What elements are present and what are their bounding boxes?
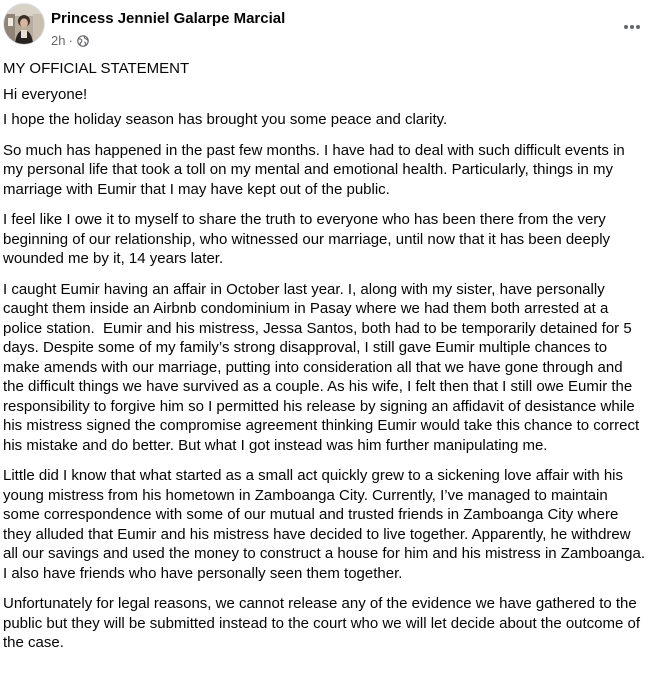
avatar[interactable] <box>3 3 45 45</box>
more-options-button[interactable] <box>620 17 644 37</box>
globe-icon[interactable] <box>77 35 89 47</box>
paragraph: I feel like I owe it to myself to share the truth to everyone who has been there from the very beginning of our relationship, who witnessed our marriage, until now that it has been deeply wounded me by it, 14 years later. <box>3 211 615 267</box>
post-timestamp[interactable]: 2h <box>51 33 66 48</box>
greeting: Hi everyone! <box>3 85 88 103</box>
profile-photo <box>4 4 44 44</box>
post-header <box>3 3 654 49</box>
paragraph: Unfortunately for legal reasons, we cannot release any of the evidence we have gathered to the public but they will be submitted instead to the court who we will let decide about the outcome of the case. <box>3 595 645 651</box>
author-name[interactable]: Princess Jenniel Galarpe Marcial <box>51 10 286 27</box>
paragraph: So much has happened in the past few months. I have had to deal with such difficult events in my personal life that took a toll on my mental and emotional health. Particularly, things in my marriage with Eumir that I may have kept out of the public. <box>3 141 629 198</box>
post-text <box>3 59 650 664</box>
more-horizontal-icon <box>623 24 641 30</box>
paragraph: I hope the holiday season has brought you some peace and clarity. <box>3 111 448 128</box>
post-meta <box>51 33 89 48</box>
meta-separator: · <box>68 33 73 48</box>
paragraph: I caught Eumir having an affair in October last year. I, along with my sister, have personally caught them inside an Airbnb condominium in Pasay where we had them both arrested at a police station. Eumir and his mistress, Jessa Santos, both had to be temporarily detained for 5 days. Despite some of my family’s strong disapproval, I still gave Eumir multiple chances to make amends with our marriage, putting into consideration all that we have gone through and the difficult things we have survived as a couple. As his wife, I felt then that I still owe Eumir the responsibility to forgive him so I permitted his release by signing an affidavit of desistance while his mistress signed the compromise agreement thinking Eumir would take this chance to correct his mistake and do better. But what I got instead was him further manipulating me. <box>3 280 644 454</box>
paragraph: Little did I know that what started as a small act quickly grew to a sickening love affair with his young mistress from his hometown in Zamboanga City. Currently, I’ve managed to maintain some correspondence with some of our mutual and trusted friends in Zamboanga City where they alluded that Eumir and his mistress have decided to live together. Apparently, he withdrew all our savings and used the money to construct a house for him and his mistress in Zamboanga. I also have friends who have personally seen them together. <box>3 467 650 582</box>
statement-title: MY OFFICIAL STATEMENT <box>3 60 190 77</box>
